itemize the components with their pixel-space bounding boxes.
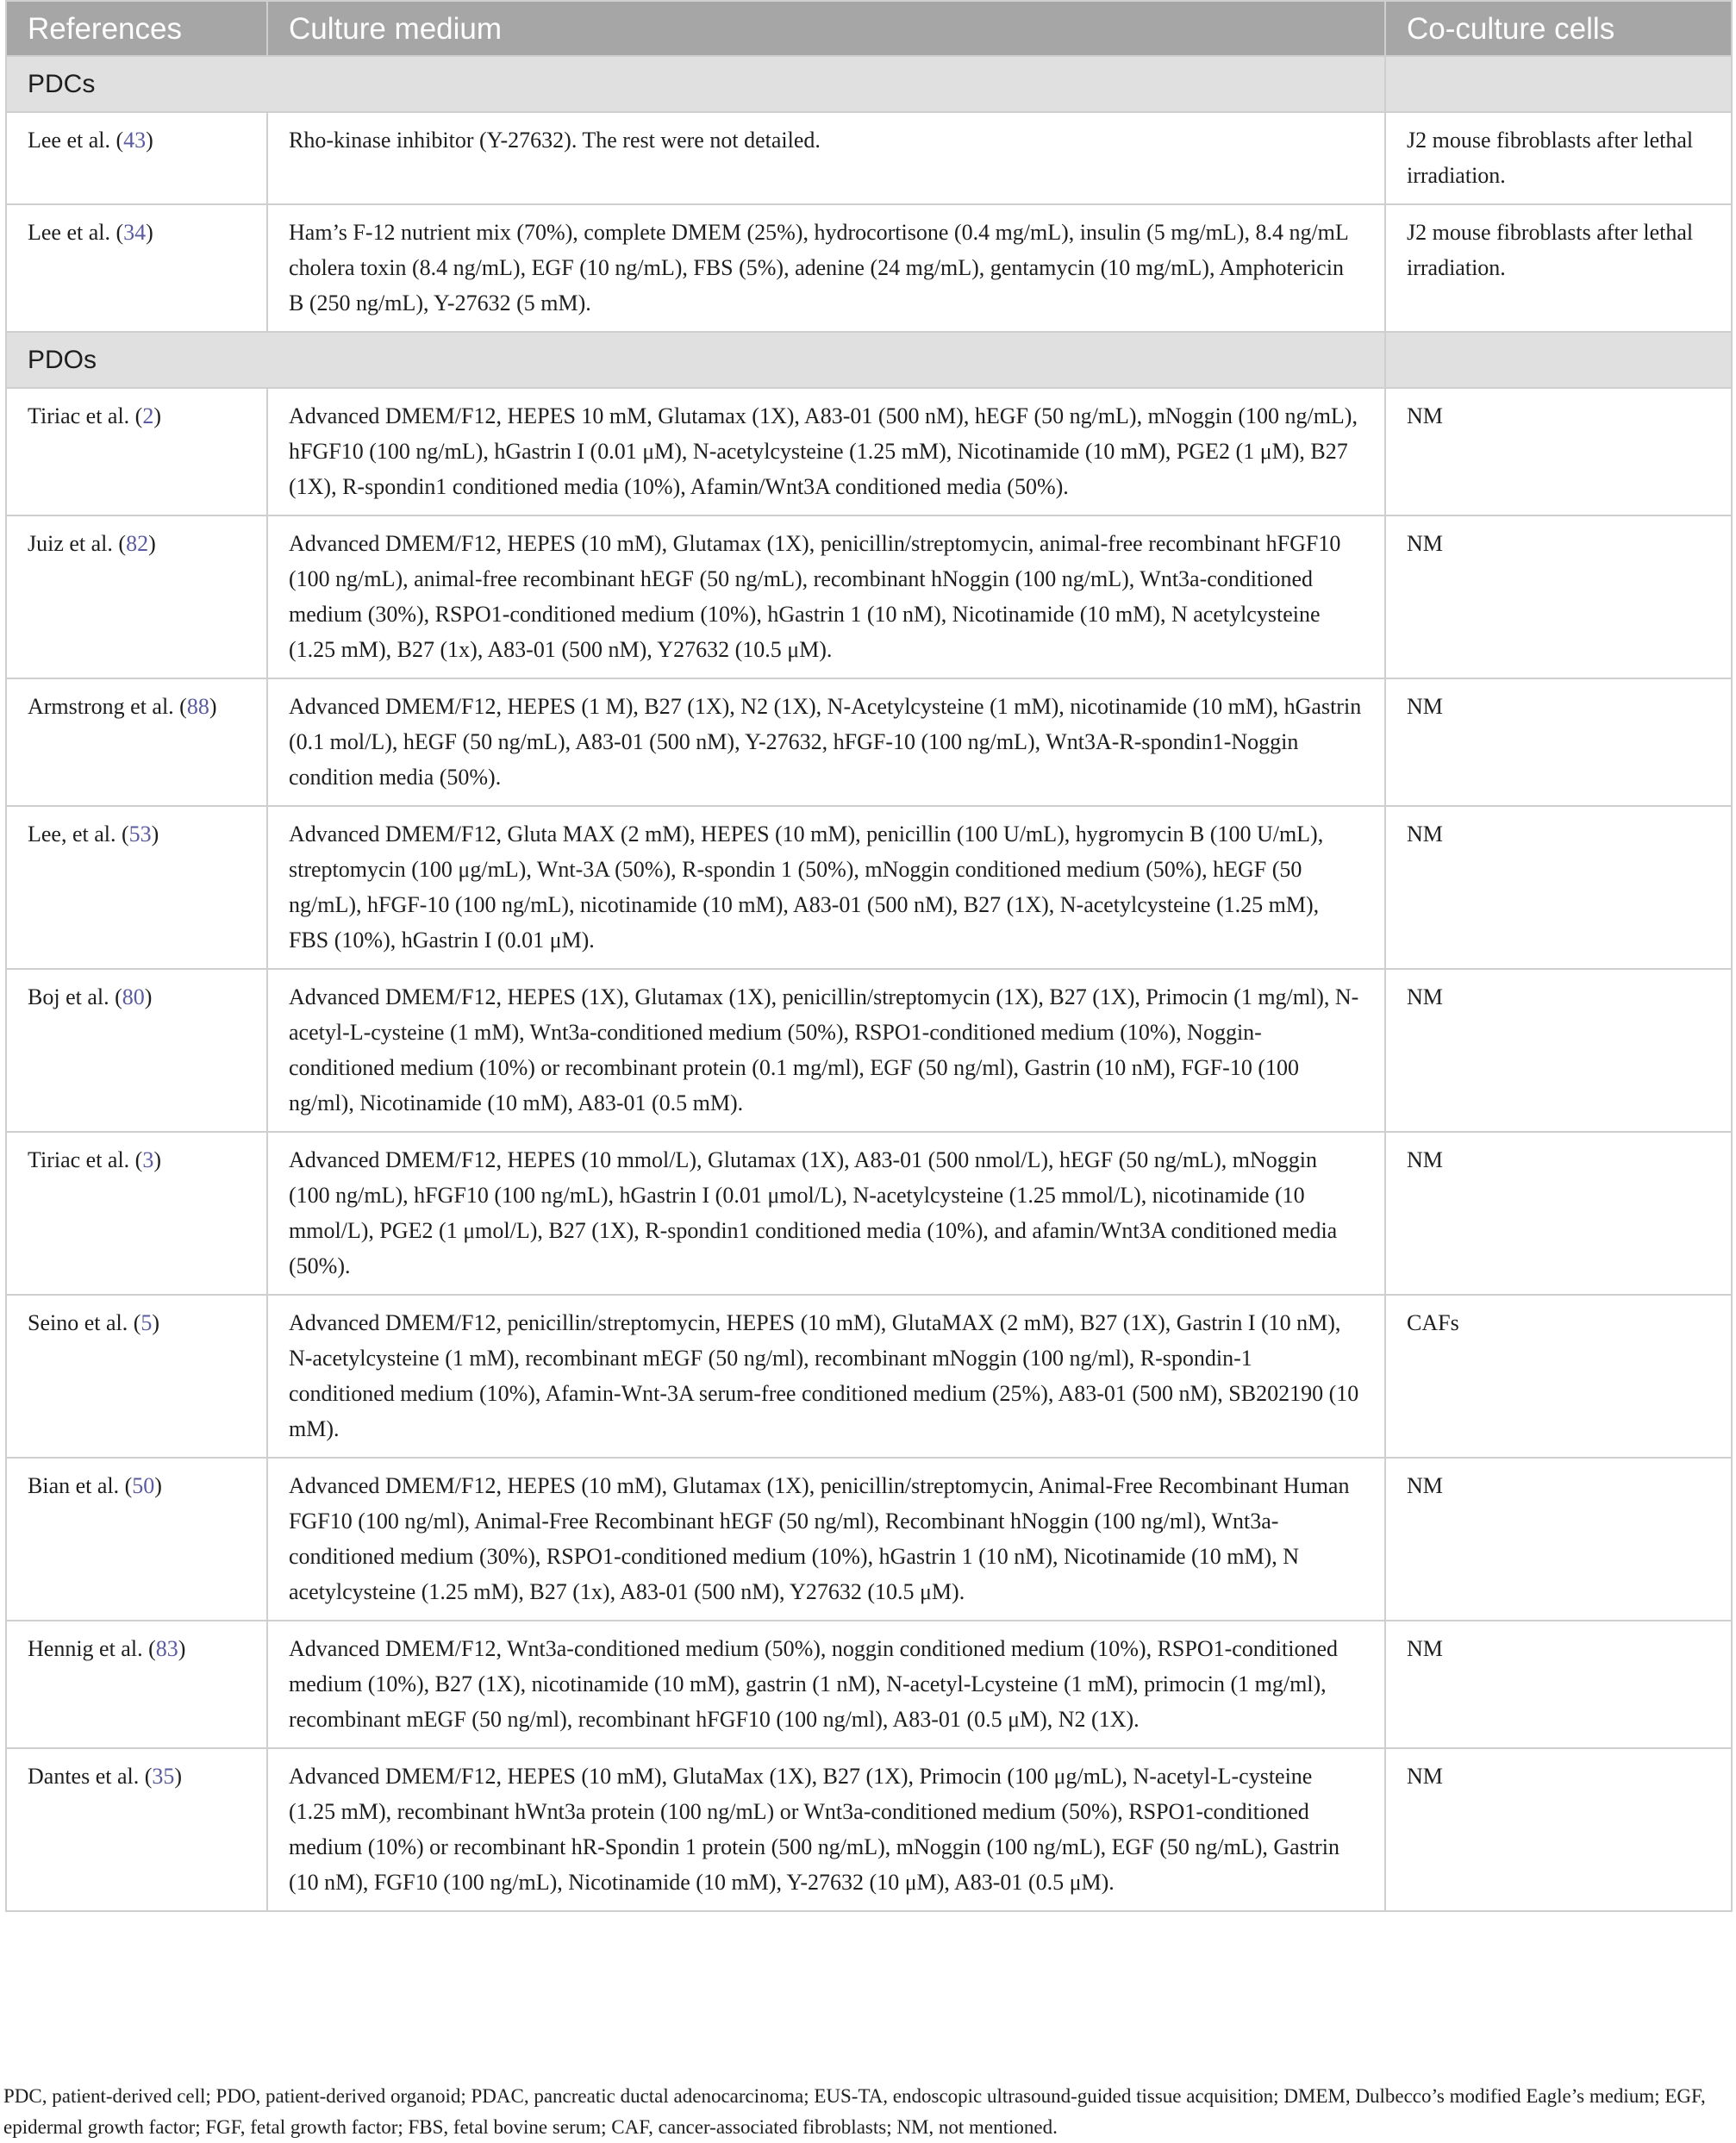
culture-medium-cell: Advanced DMEM/F12, HEPES (10 mM), GlutaMax (1X), B27 (1X), Primocin (100 μg/mL), N-acetyl-L-cysteine (1.25 mM), recombinant hWnt3a protein (100 ng/mL) or Wnt3a-conditioned medium (50%), RSPO1-conditioned medium (10%) or recombinant hR-Spondin 1 protein (500 ng/mL), mNoggin (100 ng/mL), EGF (50 ng/mL), Gastrin (10 nM), FGF10 (100 ng/mL), Nicotinamide (10 mM), Y-27632 (10 μM), A83-01 (0.5 μM).	[267, 1748, 1385, 1911]
citation-link[interactable]: 5	[141, 1310, 153, 1335]
culture-medium-cell: Rho-kinase inhibitor (Y-27632). The rest were not detailed.	[267, 112, 1385, 204]
co-culture-cell: NM	[1385, 1621, 1732, 1748]
co-culture-cell: J2 mouse fibroblasts after lethal irradiation.	[1385, 204, 1732, 332]
reference-close-paren: )	[174, 1764, 183, 1789]
co-culture-cell: NM	[1385, 678, 1732, 806]
reference-cell	[6, 806, 267, 969]
culture-medium-cell: Advanced DMEM/F12, Gluta MAX (2 mM), HEPES (10 mM), penicillin (100 U/mL), hygromycin B (100 U/mL), streptomycin (100 μg/mL), Wnt-3A (50%), R-spondin 1 (50%), mNoggin conditioned medium (50%), hEGF (50 ng/mL), hFGF-10 (100 ng/mL), nicotinamide (10 mM), A83-01 (500 nM), B27 (1X), N-acetylcysteine (1.25 mM), FBS (10%), hGastrin I (0.01 μM).	[267, 806, 1385, 969]
table-row	[6, 112, 1732, 204]
reference-author: Bian et al. (	[28, 1473, 133, 1498]
citation-link[interactable]: 80	[122, 984, 145, 1009]
culture-medium-cell: Advanced DMEM/F12, Wnt3a-conditioned medium (50%), noggin conditioned medium (10%), RSPO1-conditioned medium (10%), B27 (1X), nicotinamide (10 mM), gastrin (1 nM), N-acetyl-Lcysteine (1 mM), primocin (1 mg/ml), recombinant mEGF (50 ng/ml), recombinant hFGF10 (100 ng/ml), A83-01 (0.5 μM), N2 (1X).	[267, 1621, 1385, 1748]
co-culture-cell: NM	[1385, 1748, 1732, 1911]
reference-cell	[6, 1748, 267, 1911]
table-row	[6, 678, 1732, 806]
table-row	[6, 806, 1732, 969]
co-culture-cell: NM	[1385, 515, 1732, 678]
co-culture-cell: NM	[1385, 969, 1732, 1132]
reference-author: Tiriac et al. (	[28, 403, 143, 428]
citation-link[interactable]: 35	[152, 1764, 175, 1789]
reference-close-paren: )	[153, 403, 162, 428]
table-row	[6, 1621, 1732, 1748]
citation-link[interactable]: 83	[155, 1636, 178, 1661]
co-culture-cell: NM	[1385, 806, 1732, 969]
citation-link[interactable]: 88	[186, 694, 209, 719]
citation-link[interactable]: 43	[123, 128, 147, 153]
reference-cell	[6, 1621, 267, 1748]
reference-author: Lee et al. (	[28, 128, 124, 153]
culture-medium-cell: Advanced DMEM/F12, penicillin/streptomycin, HEPES (10 mM), GlutaMAX (2 mM), B27 (1X), Gastrin I (10 nM), N-acetylcysteine (1 mM), recombinant mEGF (50 ng/ml), recombinant mNoggin (100 ng/ml), R-spondin-1 conditioned medium (10%), Afamin-Wnt-3A serum-free conditioned medium (25%), A83-01 (500 nM), SB202190 (10 mM).	[267, 1295, 1385, 1458]
reference-close-paren: )	[151, 822, 159, 847]
table-row	[6, 1748, 1732, 1911]
reference-author: Seino et al. (	[28, 1310, 141, 1335]
table-row	[6, 969, 1732, 1132]
citation-link[interactable]: 34	[123, 220, 147, 245]
header-references: References	[6, 1, 267, 56]
reference-author: Hennig et al. (	[28, 1636, 156, 1661]
header-row	[6, 1, 1732, 56]
reference-close-paren: )	[178, 1636, 186, 1661]
reference-cell	[6, 204, 267, 332]
reference-close-paren: )	[209, 694, 217, 719]
co-culture-cell: NM	[1385, 1132, 1732, 1295]
citation-link[interactable]: 50	[132, 1473, 155, 1498]
culture-medium-cell: Ham’s F-12 nutrient mix (70%), complete DMEM (25%), hydrocortisone (0.4 mg/mL), insulin (5 mg/mL), 8.4 ng/mL cholera toxin (8.4 ng/mL), EGF (10 ng/mL), FBS (5%), adenine (24 mg/mL), gentamycin (10 mg/mL), Amphotericin B (250 ng/mL), Y-27632 (5 mM).	[267, 204, 1385, 332]
culture-medium-cell: Advanced DMEM/F12, HEPES (10 mM), Glutamax (1X), penicillin/streptomycin, animal-free recombinant hFGF10 (100 ng/mL), animal-free recombinant hEGF (50 ng/mL), recombinant hNoggin (100 ng/mL), Wnt3a-conditioned medium (30%), RSPO1-conditioned medium (10%), hGastrin 1 (10 nM), Nicotinamide (10 mM), N acetylcysteine (1.25 mM), B27 (1x), A83-01 (500 nM), Y27632 (10.5 μM).	[267, 515, 1385, 678]
culture-medium-cell: Advanced DMEM/F12, HEPES 10 mM, Glutamax (1X), A83-01 (500 nM), hEGF (50 ng/mL), mNoggin (100 ng/mL), hFGF10 (100 ng/mL), hGastrin I (0.01 μM), N-acetylcysteine (1.25 mM), Nicotinamide (10 mM), PGE2 (1 μM), B27 (1X), R-spondin1 conditioned media (10%), Afamin/Wnt3A conditioned media (50%).	[267, 388, 1385, 515]
header-co-culture-cells: Co-culture cells	[1385, 1, 1732, 56]
table-row	[6, 1458, 1732, 1621]
reference-cell	[6, 1458, 267, 1621]
reference-cell	[6, 969, 267, 1132]
table-row	[6, 1295, 1732, 1458]
reference-close-paren: )	[146, 220, 153, 245]
reference-close-paren: )	[154, 1473, 162, 1498]
section-row	[6, 332, 1732, 388]
table-row	[6, 204, 1732, 332]
citation-link[interactable]: 82	[126, 531, 149, 556]
reference-cell	[6, 112, 267, 204]
reference-author: Dantes et al. (	[28, 1764, 153, 1789]
section-title: PDOs	[6, 332, 1385, 388]
reference-cell	[6, 388, 267, 515]
reference-cell	[6, 678, 267, 806]
reference-author: Boj et al. (	[28, 984, 122, 1009]
reference-close-paren: )	[148, 531, 156, 556]
reference-cell	[6, 1132, 267, 1295]
reference-author: Lee et al. (	[28, 220, 124, 245]
reference-author: Armstrong et al. (	[28, 694, 187, 719]
section-empty-cell	[1385, 332, 1732, 388]
reference-close-paren: )	[146, 128, 153, 153]
reference-cell	[6, 515, 267, 678]
culture-medium-cell: Advanced DMEM/F12, HEPES (1X), Glutamax (1X), penicillin/streptomycin (1X), B27 (1X), Primocin (1 mg/ml), N-acetyl-L-cysteine (1 mM), Wnt3a-conditioned medium (50%), RSPO1-conditioned medium (10%), Noggin-conditioned medium (10%) or recombinant protein (0.1 mg/ml), EGF (50 ng/ml), Gastrin (10 nM), FGF-10 (100 ng/ml), Nicotinamide (10 mM), A83-01 (0.5 mM).	[267, 969, 1385, 1132]
co-culture-cell: J2 mouse fibroblasts after lethal irradiation.	[1385, 112, 1732, 204]
citation-link[interactable]: 53	[128, 822, 152, 847]
reference-close-paren: )	[153, 1147, 162, 1172]
table-row	[6, 1132, 1732, 1295]
citation-link[interactable]: 3	[142, 1147, 154, 1172]
culture-media-table	[5, 0, 1733, 1912]
culture-medium-cell: Advanced DMEM/F12, HEPES (1 M), B27 (1X), N2 (1X), N-Acetylcysteine (1 mM), nicotinamide (10 mM), hGastrin (0.1 mol/L), hEGF (50 ng/mL), A83-01 (500 nM), Y-27632, hFGF-10 (100 ng/mL), Wnt3A-R-spondin1-Noggin condition media (50%).	[267, 678, 1385, 806]
section-row	[6, 56, 1732, 112]
co-culture-cell: CAFs	[1385, 1295, 1732, 1458]
section-empty-cell	[1385, 56, 1732, 112]
table-row	[6, 515, 1732, 678]
reference-cell	[6, 1295, 267, 1458]
header-culture-medium: Culture medium	[267, 1, 1385, 56]
co-culture-cell: NM	[1385, 1458, 1732, 1621]
table-row	[6, 388, 1732, 515]
culture-medium-cell: Advanced DMEM/F12, HEPES (10 mM), Glutamax (1X), penicillin/streptomycin, Animal-Free Recombinant Human FGF10 (100 ng/ml), Animal-Free Recombinant hEGF (50 ng/ml), Recombinant hNoggin (100 ng/ml), Wnt3a-conditioned medium (30%), RSPO1-conditioned medium (10%), hGastrin 1 (10 nM), Nicotinamide (10 mM), N acetylcysteine (1.25 mM), B27 (1x), A83-01 (500 nM), Y27632 (10.5 μM).	[267, 1458, 1385, 1621]
citation-link[interactable]: 2	[142, 403, 154, 428]
reference-close-paren: )	[144, 984, 153, 1009]
reference-author: Lee, et al. (	[28, 822, 129, 847]
section-title: PDCs	[6, 56, 1385, 112]
table-container	[5, 0, 1731, 1912]
reference-author: Juiz et al. (	[28, 531, 127, 556]
reference-close-paren: )	[152, 1310, 160, 1335]
culture-medium-cell: Advanced DMEM/F12, HEPES (10 mmol/L), Glutamax (1X), A83-01 (500 nmol/L), hEGF (50 ng/mL), mNoggin (100 ng/mL), hFGF10 (100 ng/mL), hGastrin I (0.01 μmol/L), N-acetylcysteine (1.25 mmol/L), nicotinamide (10 mmol/L), PGE2 (1 μmol/L), B27 (1X), R-spondin1 conditioned media (10%), and afamin/Wnt3A conditioned media (50%).	[267, 1132, 1385, 1295]
reference-author: Tiriac et al. (	[28, 1147, 143, 1172]
co-culture-cell: NM	[1385, 388, 1732, 515]
table-footnote: PDC, patient-derived cell; PDO, patient-derived organoid; PDAC, pancreatic ductal adenocarcinoma; EUS-TA, endoscopic ultrasound-guided tissue acquisition; DMEM, Dulbecco’s modified Eagle’s medium; EGF, epidermal growth factor; FGF, fetal growth factor; FBS, fetal bovine serum; CAF, cancer-associated fibroblasts; NM, not mentioned.	[3, 2085, 1706, 2138]
